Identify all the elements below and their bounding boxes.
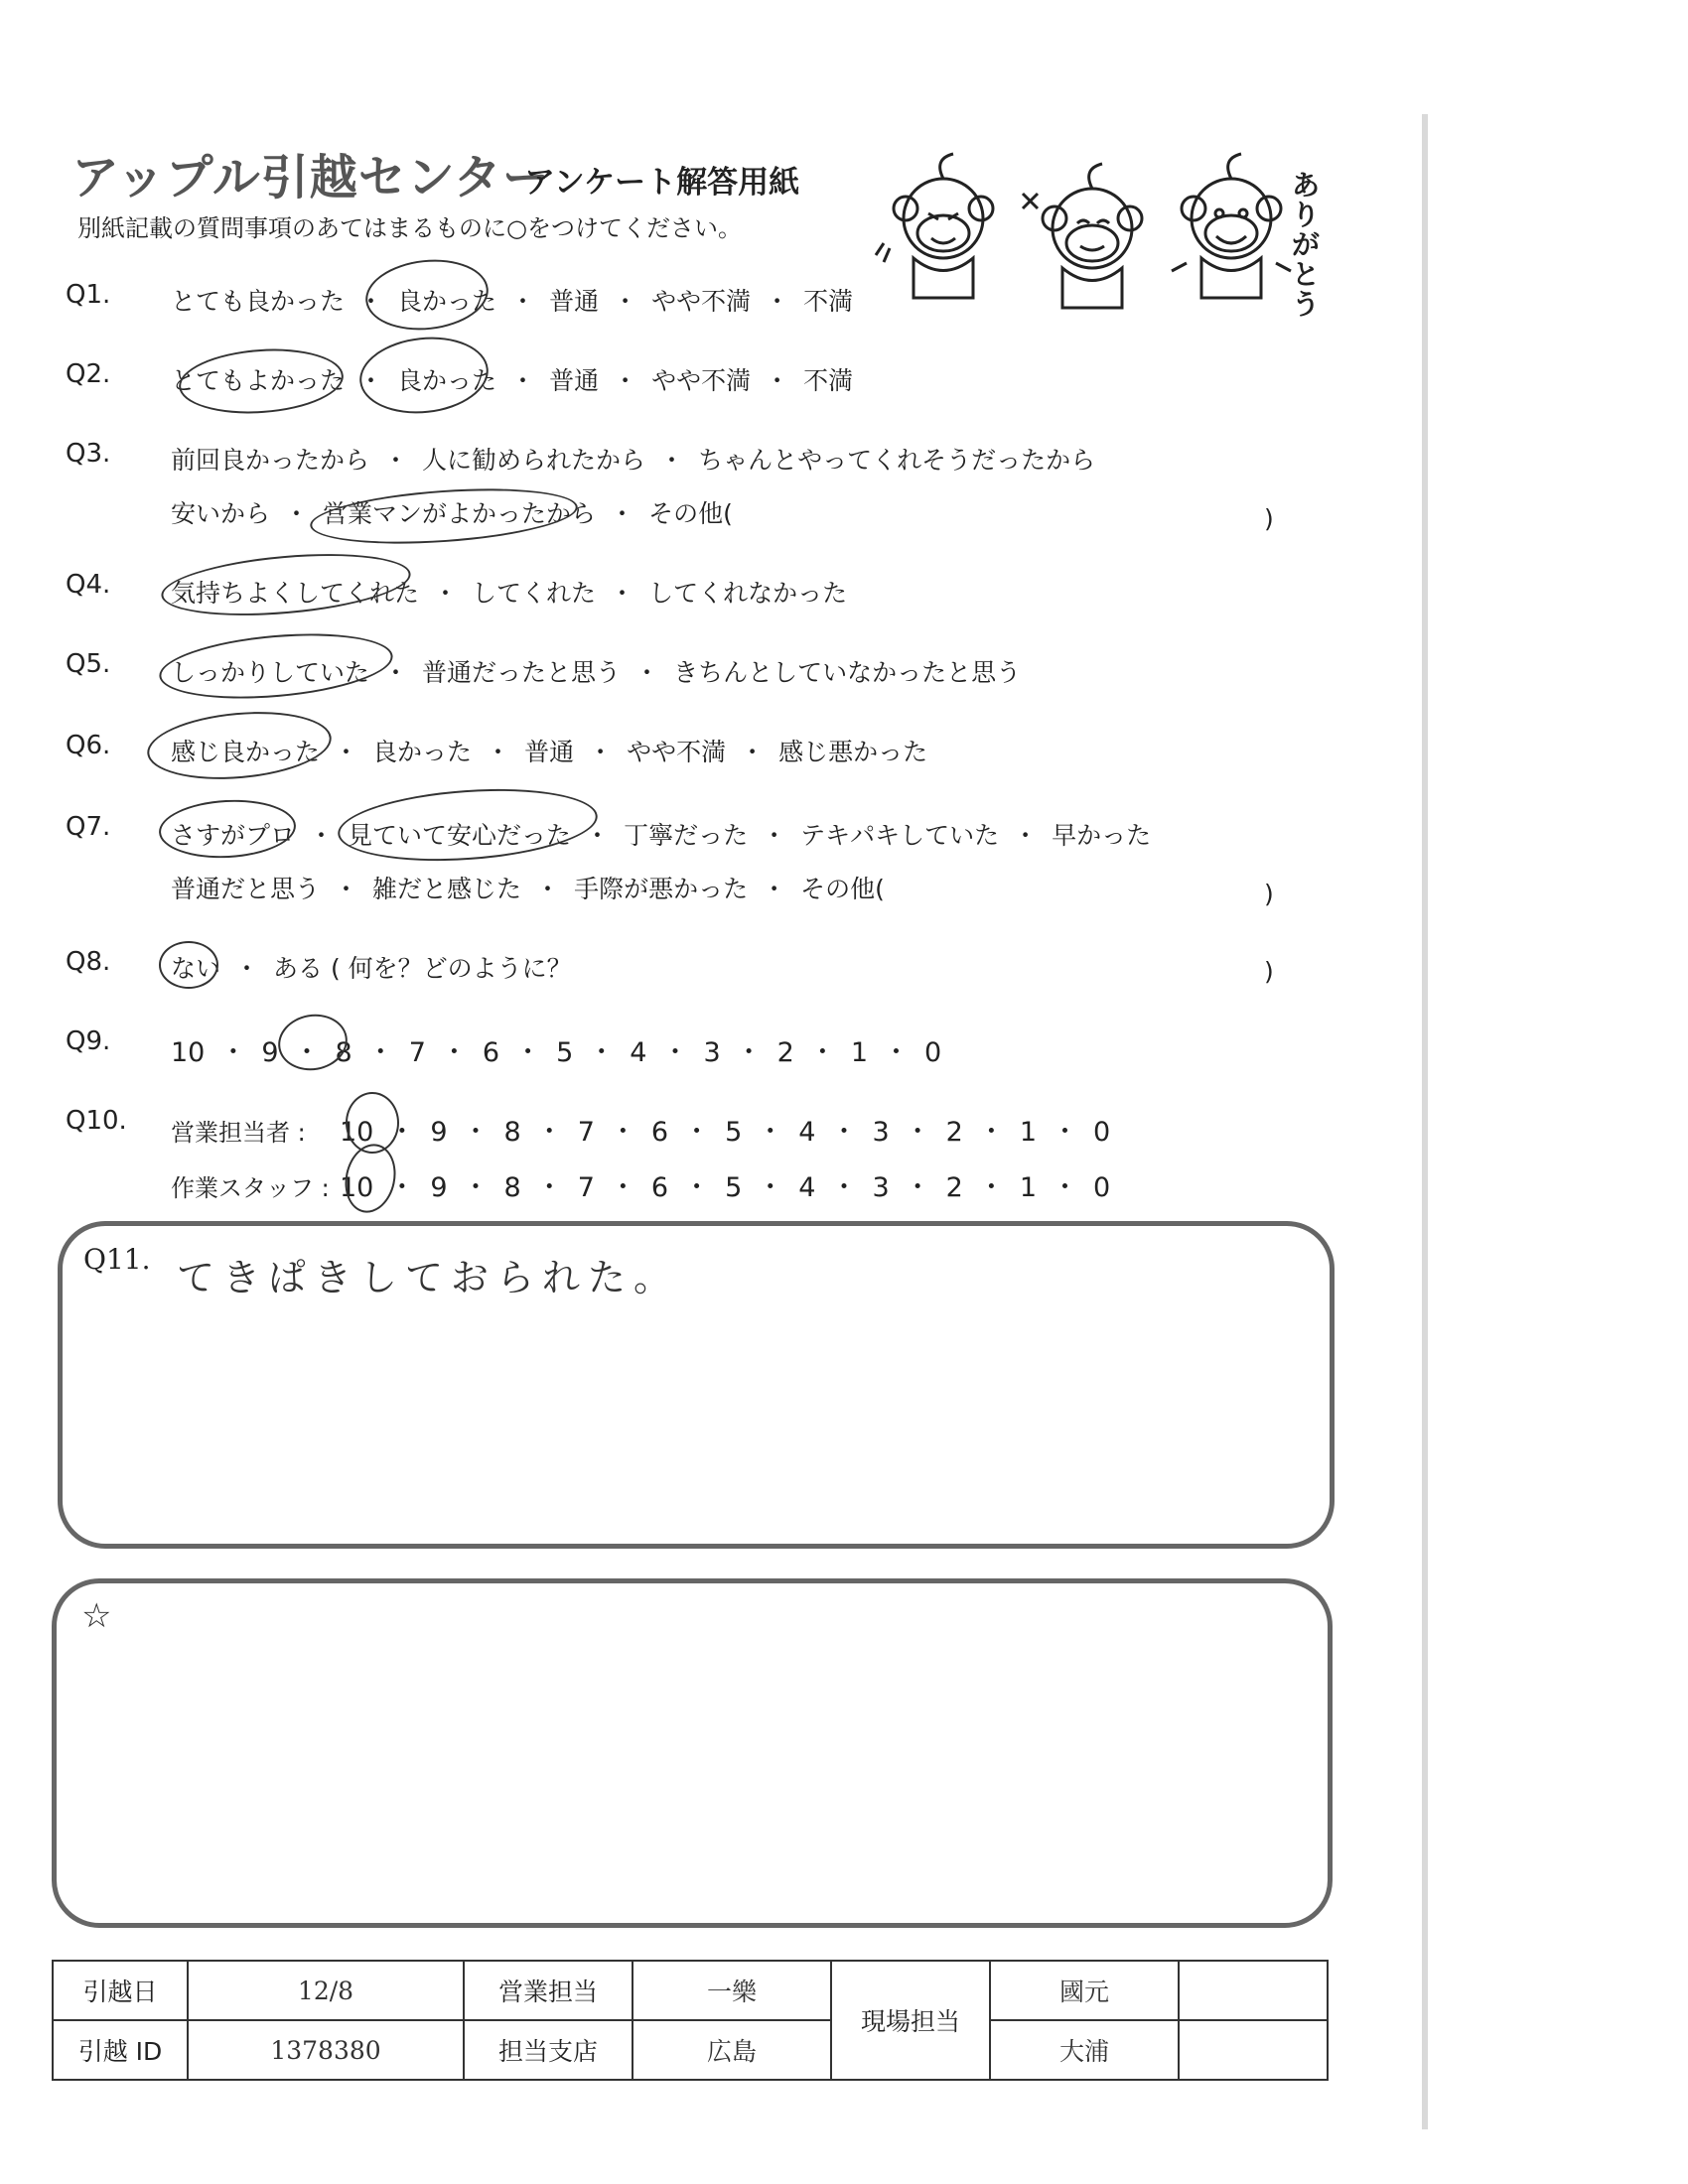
q6-number: Q6. <box>66 731 111 760</box>
q10-sales-score[interactable]: 9 <box>430 1117 448 1148</box>
site-value-1[interactable]: 國元 <box>990 1961 1179 2020</box>
instruction-text: 別紙記載の質問事項のあてはまるものに○をつけてください。 <box>77 214 742 242</box>
q9-score[interactable]: 3 <box>703 1037 721 1068</box>
q10-staff-score[interactable]: 3 <box>872 1172 890 1203</box>
brand-title: アップル引越センター <box>71 150 551 205</box>
form-subtitle: アンケート解答用紙 <box>524 165 800 201</box>
monkey-icon <box>1172 154 1291 298</box>
empty-cell[interactable] <box>1179 2020 1328 2080</box>
answer-circle <box>159 545 413 624</box>
q7-option[interactable]: 普通だと思う <box>171 875 321 903</box>
q10-staff-scale: 作業スタッフ : 10 ・ 9 ・ 8 ・ 7 ・ 6 ・ 5 ・ 4 ・ 3 ・ 2 ・ 1 ・ 0 <box>171 1165 1110 1204</box>
q8-options: ない ・ ある ( 何を？どのように？ <box>171 954 572 983</box>
q1-option[interactable]: 不満 <box>803 287 854 316</box>
q10-staff-label: 作業スタッフ : <box>171 1174 330 1202</box>
q4-option[interactable]: してくれなかった <box>648 579 848 608</box>
q5-option[interactable]: 普通だったと思う <box>422 658 622 687</box>
q3-option-other[interactable]: その他( <box>648 499 733 528</box>
q9-score[interactable]: 4 <box>630 1037 647 1068</box>
branch-label: 担当支店 <box>464 2020 633 2080</box>
q10-staff-score[interactable]: 9 <box>430 1172 448 1203</box>
q1-option[interactable]: 良かった <box>397 287 497 316</box>
q10-staff-score[interactable]: 6 <box>650 1172 669 1203</box>
q9-score[interactable]: 9 <box>261 1037 279 1068</box>
q7-number: Q7. <box>66 812 111 842</box>
q9-score[interactable]: 10 <box>171 1037 206 1068</box>
answer-circle <box>177 343 346 418</box>
move-date-value[interactable]: 12/8 <box>188 1961 464 2020</box>
monkey-icon <box>1023 164 1142 308</box>
q3-option[interactable]: 人に勧められたから <box>422 446 646 475</box>
move-id-value[interactable]: 1378380 <box>188 2020 464 2080</box>
q8-option[interactable]: ある ( 何を？どのように？ <box>273 954 572 983</box>
q2-option[interactable]: やや不満 <box>651 366 752 395</box>
q2-option[interactable]: 不満 <box>803 366 854 395</box>
q1-option[interactable]: とても良かった <box>171 287 346 316</box>
q4-options: 気持ちよくしてくれた ・ してくれた ・ してくれなかった <box>171 579 848 608</box>
site-label: 現場担当 <box>831 1961 990 2080</box>
q1-option[interactable]: 普通 <box>549 287 600 316</box>
q8-number: Q8. <box>66 947 111 977</box>
q10-staff-score[interactable]: 8 <box>503 1172 521 1203</box>
q4-number: Q4. <box>66 570 111 600</box>
sales-label: 営業担当 <box>464 1961 633 2020</box>
q3-number: Q3. <box>66 439 111 469</box>
footer-info-table <box>52 1960 1329 2081</box>
q7-option[interactable]: テキパキしていた <box>800 821 1000 850</box>
q7-option[interactable]: 手際が悪かった <box>574 875 749 903</box>
q1-options: とても良かった ・ 良かった ・ 普通 ・ やや不満 ・ 不満 <box>171 287 854 316</box>
q9-scale: 10 ・ 9 ・ 8 ・ 7 ・ 6 ・ 5 ・ 4 ・ 3 ・ 2 ・ 1 ・ 0 <box>171 1037 942 1068</box>
move-date-label: 引越日 <box>53 1961 188 2020</box>
q7-option[interactable]: 丁寧だった <box>624 821 749 850</box>
q10-staff-score[interactable]: 10 <box>340 1172 374 1203</box>
q1-number: Q1. <box>66 280 111 310</box>
q9-score[interactable]: 8 <box>335 1037 352 1068</box>
sales-value[interactable]: 一樂 <box>633 1961 831 2020</box>
paper-edge <box>1422 114 1428 2129</box>
q3-option[interactable]: 前回良かったから <box>171 446 370 475</box>
answer-circle <box>159 941 221 989</box>
answer-circle <box>339 1140 401 1218</box>
q9-score[interactable]: 6 <box>482 1037 500 1068</box>
q11-handwritten-comment: てきぱきしておられた。 <box>177 1256 680 1299</box>
q10-staff-score[interactable]: 1 <box>1019 1172 1038 1203</box>
mascot-caption: ありがとう <box>1291 169 1320 321</box>
q6-option[interactable]: 感じ悪かった <box>778 738 928 766</box>
q7-option[interactable]: 雑だと感じた <box>372 875 522 903</box>
q10-sales-score[interactable]: 4 <box>798 1117 816 1148</box>
q2-option[interactable]: 普通 <box>549 366 600 395</box>
answer-circle <box>309 481 580 552</box>
answer-circle <box>144 705 334 786</box>
q7-options-line1: さすがプロ ・ 見ていて安心だった ・ 丁寧だった ・ テキパキしていた ・ 早かった <box>171 821 1152 850</box>
empty-cell[interactable] <box>1179 1961 1328 2020</box>
q9-number: Q9. <box>66 1026 111 1056</box>
q10-sales-label: 営業担当者 : <box>171 1119 306 1147</box>
monkey-icon <box>876 154 993 298</box>
star-comment-box[interactable] <box>52 1578 1333 1928</box>
q6-option[interactable]: 良かった <box>372 738 473 766</box>
q6-option[interactable]: やや不満 <box>627 738 727 766</box>
q10-sales-score[interactable]: 0 <box>1093 1117 1111 1148</box>
site-value-2[interactable]: 大浦 <box>990 2020 1179 2080</box>
branch-value[interactable]: 広島 <box>633 2020 831 2080</box>
q3-option[interactable]: 安いから <box>171 499 271 528</box>
q10-staff-score[interactable]: 2 <box>945 1172 963 1203</box>
q4-option[interactable]: 気持ちよくしてくれた <box>171 579 420 608</box>
q9-score[interactable]: 1 <box>850 1037 869 1068</box>
q2-option[interactable]: とてもよかった <box>171 366 346 395</box>
q10-sales-score[interactable]: 2 <box>945 1117 963 1148</box>
q4-option[interactable]: してくれた <box>472 579 597 608</box>
q6-option[interactable]: 普通 <box>524 738 575 766</box>
move-id-label: 引越 ID <box>53 2020 188 2080</box>
q5-number: Q5. <box>66 649 111 679</box>
q3-options-line2: 安いから ・ 営業マンがよかったから ・ その他( <box>171 499 733 528</box>
q7-option[interactable]: さすがプロ <box>171 821 296 850</box>
q8-close-paren: ) <box>1264 957 1274 986</box>
q10-sales-scale: 営業担当者 : 10 ・ 9 ・ 8 ・ 7 ・ 6 ・ 5 ・ 4 ・ 3 ・ 2 ・ 1 ・ 0 <box>171 1110 1110 1149</box>
q7-option-other[interactable]: その他( <box>800 875 885 903</box>
q7-option[interactable]: 早かった <box>1052 821 1152 850</box>
q5-option[interactable]: きちんとしていなかったと思う <box>673 658 1022 687</box>
answer-circle <box>355 331 492 419</box>
q10-staff-score[interactable]: 0 <box>1093 1172 1111 1203</box>
answer-circle <box>157 625 396 707</box>
q3-option[interactable]: 営業マンがよかったから <box>323 499 597 528</box>
monkey-mascots-illustration <box>874 149 1311 347</box>
q1-option[interactable]: やや不満 <box>651 287 752 316</box>
q9-score[interactable]: 7 <box>408 1037 426 1068</box>
q2-number: Q2. <box>66 359 111 389</box>
q10-sales-score[interactable]: 6 <box>650 1117 669 1148</box>
q7-close-paren: ) <box>1264 880 1274 908</box>
q10-staff-score[interactable]: 4 <box>798 1172 816 1203</box>
q6-option[interactable]: 感じ良かった <box>171 738 321 766</box>
q8-option[interactable]: ない <box>171 954 221 983</box>
q3-close-paren: ) <box>1264 504 1274 533</box>
q7-options-line2: 普通だと思う ・ 雑だと感じた ・ 手際が悪かった ・ その他( <box>171 875 885 903</box>
star-icon: ☆ <box>81 1596 112 1636</box>
answer-circle <box>336 781 600 869</box>
q3-options-line1: 前回良かったから ・ 人に勧められたから ・ ちゃんとやってくれそうだったから <box>171 446 1096 475</box>
q9-score[interactable]: 5 <box>556 1037 574 1068</box>
q6-options: 感じ良かった ・ 良かった ・ 普通 ・ やや不満 ・ 感じ悪かった <box>171 738 928 766</box>
q10-sales-score[interactable]: 3 <box>872 1117 890 1148</box>
q10-sales-score[interactable]: 5 <box>725 1117 743 1148</box>
q5-option[interactable]: しっかりしていた <box>171 658 370 687</box>
q10-number: Q10. <box>66 1106 127 1136</box>
q2-option[interactable]: 良かった <box>397 366 497 395</box>
q11-label: Q11. <box>83 1243 151 1276</box>
q9-score[interactable]: 0 <box>924 1037 942 1068</box>
q3-option[interactable]: ちゃんとやってくれそうだったから <box>698 446 1096 475</box>
q10-staff-score[interactable]: 7 <box>577 1172 595 1203</box>
q10-sales-score[interactable]: 8 <box>503 1117 521 1148</box>
answer-circle <box>362 254 492 337</box>
q2-options: とてもよかった ・ 良かった ・ 普通 ・ やや不満 ・ 不満 <box>171 366 854 395</box>
q10-staff-score[interactable]: 5 <box>725 1172 743 1203</box>
q9-score[interactable]: 2 <box>776 1037 794 1068</box>
q10-sales-score[interactable]: 1 <box>1019 1117 1038 1148</box>
q10-sales-score[interactable]: 10 <box>340 1117 374 1148</box>
q5-options: しっかりしていた ・ 普通だったと思う ・ きちんとしていなかったと思う <box>171 658 1022 687</box>
q7-option[interactable]: 見ていて安心だった <box>348 821 572 850</box>
q10-sales-score[interactable]: 7 <box>577 1117 595 1148</box>
